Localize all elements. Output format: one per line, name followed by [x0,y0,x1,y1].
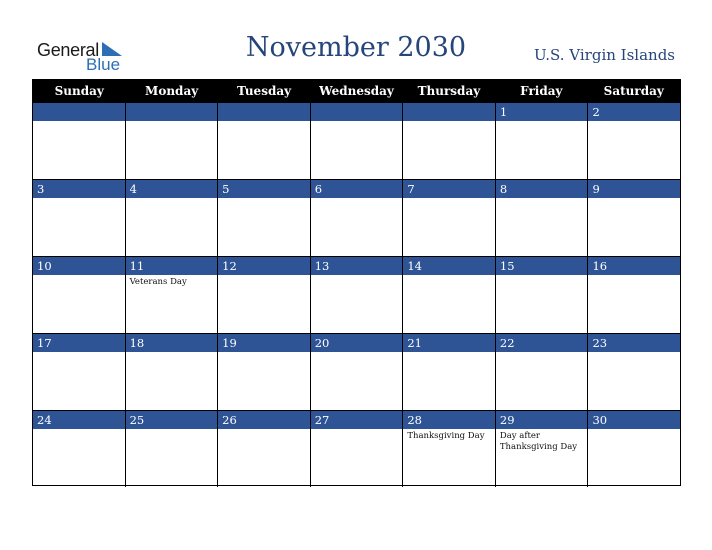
day-number: 16 [588,257,680,275]
day-number: 20 [311,334,403,352]
day-number: 4 [126,180,218,198]
calendar-day-cell[interactable] [126,103,219,180]
day-number: 11 [126,257,218,275]
region-label: U.S. Virgin Islands [534,46,675,64]
calendar-day-cell[interactable] [33,257,126,334]
day-number: 23 [588,334,680,352]
weekday-header-row [33,80,680,103]
calendar-day-cell[interactable] [496,257,589,334]
day-number: 3 [33,180,125,198]
day-number: 7 [403,180,495,198]
calendar-day-cell[interactable] [588,411,680,487]
calendar-day-cell[interactable] [588,180,680,257]
day-number: 19 [218,334,310,352]
calendar-day-cell[interactable] [403,180,496,257]
day-number: 14 [403,257,495,275]
calendar-week-row [33,103,680,180]
calendar-day-cell[interactable] [126,180,219,257]
day-number: 28 [403,411,495,429]
weekday-header: Friday [520,84,563,98]
calendar-day-cell[interactable] [311,411,404,487]
calendar-day-cell[interactable] [311,103,404,180]
calendar-day-cell[interactable] [126,411,219,487]
calendar-day-cell[interactable] [496,103,589,180]
day-number: 24 [33,411,125,429]
holiday-label: Thanksgiving Day [407,431,485,441]
calendar-day-cell[interactable] [403,103,496,180]
calendar-title: November 2030 [245,32,467,63]
day-number: 8 [496,180,588,198]
day-number: 17 [33,334,125,352]
weekday-header: Wednesday [319,84,394,98]
day-number [218,103,310,121]
calendar-day-cell[interactable] [311,334,404,411]
calendar-day-cell[interactable] [33,411,126,487]
calendar-day-cell[interactable] [496,411,589,487]
day-number [126,103,218,121]
calendar-day-cell[interactable] [403,257,496,334]
calendar-day-cell[interactable] [588,103,680,180]
calendar-day-cell[interactable] [403,411,496,487]
day-number: 15 [496,257,588,275]
calendar-day-cell[interactable] [218,411,311,487]
calendar-day-cell[interactable] [403,334,496,411]
day-number: 6 [311,180,403,198]
day-number: 26 [218,411,310,429]
day-number: 10 [33,257,125,275]
calendar-day-cell[interactable] [311,180,404,257]
day-number: 9 [588,180,680,198]
holiday-label: Day after Thanksgiving Day [499,431,578,452]
day-number: 22 [496,334,588,352]
weekday-header: Thursday [417,84,481,98]
calendar-day-cell[interactable] [588,334,680,411]
calendar-week-row [33,180,680,257]
weekday-header: Saturday [603,84,664,98]
day-number: 21 [403,334,495,352]
day-number [403,103,495,121]
calendar-day-cell[interactable] [33,180,126,257]
day-number: 27 [311,411,403,429]
calendar-day-cell[interactable] [496,334,589,411]
day-number: 30 [588,411,680,429]
calendar-week-row [33,257,680,334]
logo-text-general: General [37,40,99,60]
logo-text-blue: Blue [86,55,121,74]
day-number: 5 [218,180,310,198]
calendar-week-row [33,411,680,487]
day-number [33,103,125,121]
weekday-header: Tuesday [237,84,292,98]
day-number: 29 [496,411,588,429]
day-number: 1 [496,103,588,121]
calendar-day-cell[interactable] [218,103,311,180]
calendar-weeks [33,103,680,487]
calendar-week-row [33,334,680,411]
calendar-day-cell[interactable] [218,334,311,411]
day-number: 25 [126,411,218,429]
calendar-day-cell[interactable] [311,257,404,334]
calendar-grid [32,79,681,486]
day-number: 13 [311,257,403,275]
calendar-day-cell[interactable] [126,334,219,411]
calendar-day-cell[interactable] [126,257,219,334]
day-number: 18 [126,334,218,352]
weekday-header: Monday [145,84,199,98]
day-number: 12 [218,257,310,275]
calendar-day-cell[interactable] [496,180,589,257]
calendar-day-cell[interactable] [588,257,680,334]
holiday-label: Veterans Day [129,277,187,287]
calendar-day-cell[interactable] [33,334,126,411]
calendar-day-cell[interactable] [33,103,126,180]
calendar-day-cell[interactable] [218,180,311,257]
day-number [311,103,403,121]
day-number: 2 [588,103,680,121]
calendar-day-cell[interactable] [218,257,311,334]
weekday-header: Sunday [54,84,104,98]
